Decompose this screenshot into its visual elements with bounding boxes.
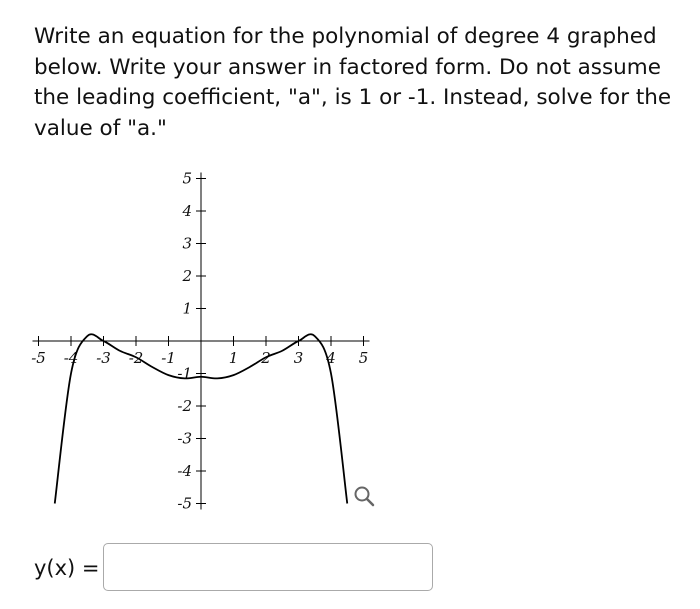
x-tick-label: -2 xyxy=(128,349,144,367)
y-tick-label: 4 xyxy=(182,202,192,220)
x-tick-label: 3 xyxy=(293,349,304,367)
x-tick-label: -3 xyxy=(96,349,111,367)
magnifier-icon[interactable] xyxy=(356,488,374,506)
y-tick-label: -4 xyxy=(177,462,192,480)
x-tick-label: -4 xyxy=(63,349,79,367)
x-tick-label: -1 xyxy=(161,349,176,367)
y-tick-label: -5 xyxy=(177,494,192,513)
y-tick-label: 3 xyxy=(182,234,192,253)
x-tick-label: 2 xyxy=(261,349,271,367)
x-tick-label: 1 xyxy=(228,349,239,367)
y-tick-label: 2 xyxy=(182,267,192,285)
y-tick-label: -3 xyxy=(177,429,192,448)
question-text: Write an equation for the polynomial of degree 4 graphed below. Write your answer in factored form. Do not assume the leading coefficient, "a", is 1 or -1. Instead, solve for the value of "a." xyxy=(34,24,672,141)
y-tick-label: -2 xyxy=(177,397,192,415)
answer-input[interactable] xyxy=(103,543,433,591)
y-tick-label: 5 xyxy=(182,169,192,188)
y-tick-label: -1 xyxy=(177,364,192,383)
y-tick-label: 1 xyxy=(182,299,192,318)
x-tick-label: 5 xyxy=(358,349,369,367)
x-tick-label: 4 xyxy=(326,349,336,367)
answer-label: y(x) = xyxy=(34,556,100,580)
x-tick-label: -5 xyxy=(31,349,46,367)
